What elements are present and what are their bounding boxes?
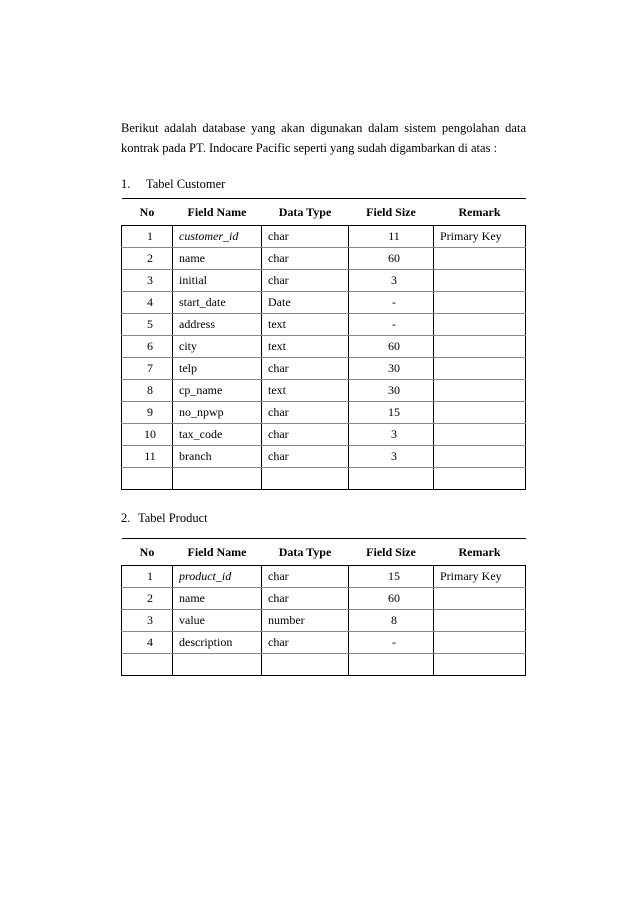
table-row xyxy=(122,314,526,336)
cell-remark xyxy=(434,654,526,676)
cell-remark xyxy=(434,402,526,424)
cell-field-name: initial xyxy=(173,270,262,292)
cell-field-size: - xyxy=(349,292,434,314)
table-row xyxy=(122,226,526,248)
cell-field-name: name xyxy=(173,588,262,610)
cell-field-size: 8 xyxy=(349,610,434,632)
section-title-product: Tabel Product xyxy=(138,511,208,525)
cell-field-size: 30 xyxy=(349,358,434,380)
header-data-type: Data Type xyxy=(262,539,349,566)
table-row xyxy=(122,424,526,446)
cell-field-size: 11 xyxy=(349,226,434,248)
cell-field-size: 60 xyxy=(349,336,434,358)
cell-no: 4 xyxy=(122,632,173,654)
cell-no: 6 xyxy=(122,336,173,358)
cell-data-type: text xyxy=(262,314,349,336)
cell-remark xyxy=(434,610,526,632)
cell-data-type: char xyxy=(262,566,349,588)
cell-field-name: cp_name xyxy=(173,380,262,402)
cell-data-type: Date xyxy=(262,292,349,314)
cell-field-name: branch xyxy=(173,446,262,468)
header-remark: Remark xyxy=(434,539,526,566)
table-row xyxy=(122,566,526,588)
cell-no: 2 xyxy=(122,248,173,270)
cell-no: 10 xyxy=(122,424,173,446)
cell-no: 8 xyxy=(122,380,173,402)
cell-data-type: char xyxy=(262,226,349,248)
cell-field-size xyxy=(349,468,434,490)
cell-remark xyxy=(434,632,526,654)
cell-no xyxy=(122,468,173,490)
cell-field-size: 30 xyxy=(349,380,434,402)
cell-field-name xyxy=(173,654,262,676)
section-number-product: 2. xyxy=(121,511,131,525)
cell-data-type: char xyxy=(262,424,349,446)
header-no: No xyxy=(122,199,173,226)
cell-no: 4 xyxy=(122,292,173,314)
table-row xyxy=(122,632,526,654)
table-row xyxy=(122,270,526,292)
cell-field-size: 15 xyxy=(349,566,434,588)
cell-field-name: telp xyxy=(173,358,262,380)
cell-data-type: text xyxy=(262,336,349,358)
table-header-row xyxy=(122,539,526,566)
cell-data-type xyxy=(262,654,349,676)
header-remark: Remark xyxy=(434,199,526,226)
header-field-size: Field Size xyxy=(349,199,434,226)
section-title-customer: Tabel Customer xyxy=(146,177,226,191)
cell-field-size: 15 xyxy=(349,402,434,424)
header-field-name: Field Name xyxy=(173,199,262,226)
cell-data-type: char xyxy=(262,632,349,654)
cell-no: 7 xyxy=(122,358,173,380)
cell-remark xyxy=(434,314,526,336)
cell-remark xyxy=(434,468,526,490)
cell-field-name xyxy=(173,468,262,490)
cell-no: 3 xyxy=(122,610,173,632)
cell-no: 9 xyxy=(122,402,173,424)
cell-field-size: 60 xyxy=(349,588,434,610)
cell-no: 3 xyxy=(122,270,173,292)
cell-data-type: text xyxy=(262,380,349,402)
intro-line-1: Berikut adalah database yang akan digunakan dalam sistem pengolahan data xyxy=(121,121,526,135)
cell-field-name: value xyxy=(173,610,262,632)
cell-field-name: tax_code xyxy=(173,424,262,446)
cell-remark xyxy=(434,424,526,446)
cell-data-type: char xyxy=(262,270,349,292)
table-row xyxy=(122,336,526,358)
cell-remark xyxy=(434,358,526,380)
table-row xyxy=(122,654,526,676)
section-number-customer: 1. xyxy=(121,177,131,191)
cell-field-name: customer_id xyxy=(173,226,262,248)
cell-data-type xyxy=(262,468,349,490)
cell-remark: Primary Key xyxy=(434,226,526,248)
cell-field-name: start_date xyxy=(173,292,262,314)
cell-field-size: - xyxy=(349,314,434,336)
cell-no: 1 xyxy=(122,226,173,248)
cell-field-size: 3 xyxy=(349,446,434,468)
cell-no: 11 xyxy=(122,446,173,468)
cell-no: 5 xyxy=(122,314,173,336)
cell-field-name: city xyxy=(173,336,262,358)
cell-remark: Primary Key xyxy=(434,566,526,588)
cell-field-size: 3 xyxy=(349,424,434,446)
cell-no xyxy=(122,654,173,676)
cell-data-type: char xyxy=(262,446,349,468)
table-row xyxy=(122,588,526,610)
header-field-name: Field Name xyxy=(173,539,262,566)
table-row xyxy=(122,468,526,490)
cell-field-name: address xyxy=(173,314,262,336)
table-row xyxy=(122,292,526,314)
cell-field-name: no_npwp xyxy=(173,402,262,424)
intro-line-2: kontrak pada PT. Indocare Pacific seperti yang sudah digambarkan di atas : xyxy=(121,141,498,155)
cell-field-name: description xyxy=(173,632,262,654)
header-field-size: Field Size xyxy=(349,539,434,566)
table-row xyxy=(122,610,526,632)
cell-field-name: name xyxy=(173,248,262,270)
cell-remark xyxy=(434,248,526,270)
header-data-type: Data Type xyxy=(262,199,349,226)
cell-no: 2 xyxy=(122,588,173,610)
header-no: No xyxy=(122,539,173,566)
cell-remark xyxy=(434,292,526,314)
cell-data-type: char xyxy=(262,248,349,270)
cell-field-size xyxy=(349,654,434,676)
product-table xyxy=(121,538,526,676)
table-row xyxy=(122,358,526,380)
cell-field-size: 3 xyxy=(349,270,434,292)
cell-remark xyxy=(434,446,526,468)
cell-remark xyxy=(434,336,526,358)
table-header-row xyxy=(122,199,526,226)
customer-table xyxy=(121,198,526,490)
intro-paragraph xyxy=(121,118,526,158)
cell-data-type: char xyxy=(262,402,349,424)
cell-field-name: product_id xyxy=(173,566,262,588)
cell-remark xyxy=(434,588,526,610)
cell-field-size: - xyxy=(349,632,434,654)
cell-no: 1 xyxy=(122,566,173,588)
cell-remark xyxy=(434,380,526,402)
cell-remark xyxy=(434,270,526,292)
cell-field-size: 60 xyxy=(349,248,434,270)
table-row xyxy=(122,402,526,424)
table-row xyxy=(122,248,526,270)
cell-data-type: char xyxy=(262,588,349,610)
table-row xyxy=(122,446,526,468)
table-row xyxy=(122,380,526,402)
cell-data-type: number xyxy=(262,610,349,632)
cell-data-type: char xyxy=(262,358,349,380)
